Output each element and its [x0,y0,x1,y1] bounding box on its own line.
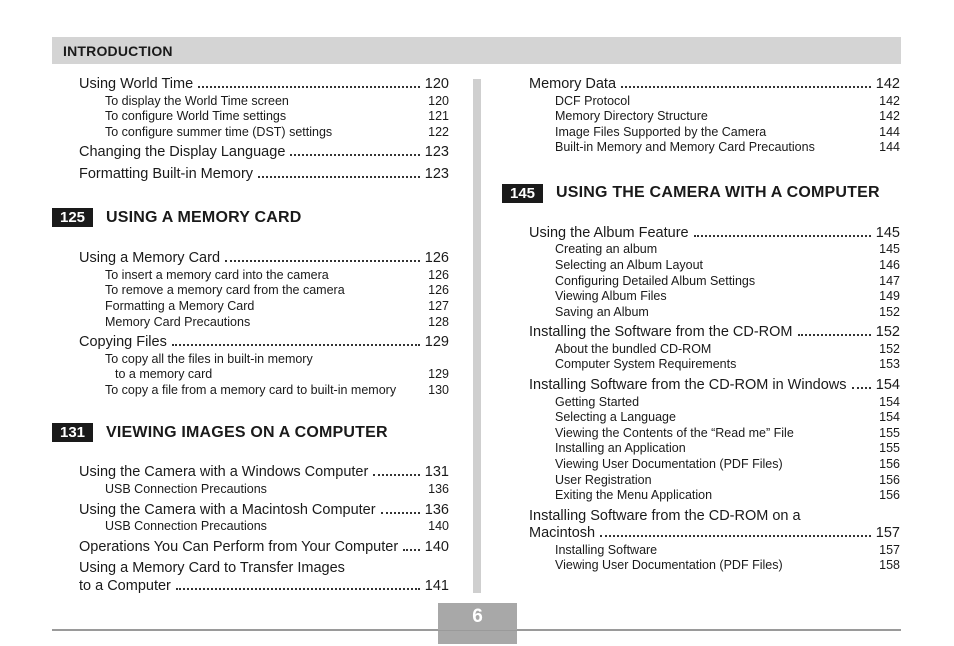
toc-entry-text: Installing Software from the CD-ROM on a [529,507,801,524]
dot-leader [373,474,419,476]
toc-page-number: 130 [428,382,449,397]
page-number-box [438,603,517,630]
dot-leader [403,549,420,551]
toc-entry-text: Changing the Display Language [79,144,286,161]
toc-subentry [529,457,900,473]
dot-leader [798,334,871,336]
toc-entry [529,76,900,94]
toc-entry [529,508,900,526]
toc-entry [79,334,449,352]
toc-group [529,225,900,574]
toc-subentry [79,299,449,315]
dot-leader [290,154,419,156]
dot-leader [198,86,420,88]
toc-entry-text: To remove a memory card from the camera [105,283,345,298]
toc-entry [79,144,449,162]
toc-subentry [529,543,900,559]
toc-page-number: 126 [424,250,449,267]
toc-entry [79,539,449,557]
toc-entry-text: Image Files Supported by the Camera [555,124,767,139]
toc-entry-text: Memory Directory Structure [555,109,708,124]
toc-page-number: 140 [424,538,449,555]
toc-page-number: 128 [428,314,449,329]
toc-entry-text: Viewing User Documentation (PDF Files) [555,456,783,471]
dot-leader [600,535,871,537]
toc-subentry [529,258,900,274]
toc-subentry [529,125,900,141]
toc-subentry [529,274,900,290]
toc-page-number: 144 [879,124,900,139]
toc-page-number: 136 [424,501,449,518]
dot-leader [176,588,420,590]
toc-entry-text: Memory Card Precautions [105,314,251,329]
toc-entry-text: Exiting the Menu Application [555,488,713,503]
toc-subentry [529,473,900,489]
toc-entry-text: Formatting a Memory Card [105,298,255,313]
toc-page-number: 157 [879,542,900,557]
toc-entry-text: Using World Time [79,76,194,92]
toc-subentry [529,410,900,426]
toc-page-number: 131 [424,464,449,481]
toc-subentry [529,305,900,321]
toc-page-number: 136 [428,481,449,496]
page-number: 6 [472,606,483,627]
toc-left-column [59,76,449,595]
toc-entry-text: Copying Files [79,334,167,351]
section-number-badge: 145 [502,184,543,203]
toc-entry-text: to a Computer [79,577,171,594]
toc-entry-text: Macintosh [529,525,596,542]
toc-page-number: 152 [879,304,900,319]
toc-subentry [79,519,449,535]
section-header-title: INTRODUCTION [63,43,173,59]
toc-entry-text: Viewing User Documentation (PDF Files) [555,558,783,573]
toc-entry-text: User Registration [555,472,652,487]
toc-entry-text: USB Connection Precautions [105,481,267,496]
toc-entry-text: Using the Camera with a Windows Computer [79,464,369,481]
toc-page-number: 120 [428,93,449,108]
toc-page-number: 149 [879,289,900,304]
toc-subentry [529,488,900,504]
toc-subentry [529,395,900,411]
dot-leader [852,387,871,389]
section-number-badge: 131 [52,423,93,442]
page-number-box-lower [438,631,517,644]
toc-entry-text: Formatting Built-in Memory [79,165,254,182]
toc-subentry [79,109,449,125]
toc-entry [529,225,900,243]
toc-entry-text: Installing Software from the CD-ROM in Windows [529,377,847,394]
toc-page-number: 155 [879,425,900,440]
toc-subentry [529,342,900,358]
section-title: USING THE CAMERA WITH A COMPUTER [556,184,880,202]
toc-entry [79,560,449,578]
toc-entry-text: To copy a file from a memory card to built-in memory [105,382,397,397]
toc-entry-text: Viewing the Contents of the “Read me” File [555,425,794,440]
toc-entry-text: Using a Memory Card [79,250,221,267]
toc-page-number: 152 [879,341,900,356]
toc-page-number: 126 [428,267,449,282]
section-heading-131 [59,423,449,442]
toc-entry-text: To display the World Time screen [105,93,289,108]
toc-subentry [529,242,900,258]
toc-entry [79,502,449,520]
toc-subentry [79,125,449,141]
toc-entry-text: Saving an Album [555,304,649,319]
toc-page-number: 152 [875,324,900,341]
dot-leader [621,86,871,88]
toc-page-number: 127 [428,298,449,313]
section-heading-125 [59,208,449,227]
toc-page-number: 145 [875,224,900,241]
dot-leader [694,235,871,237]
toc-page-number: 154 [879,410,900,425]
toc-page-number: 142 [875,76,900,92]
toc-entry-text: Selecting a Language [555,410,676,425]
section-number-badge: 125 [52,208,93,227]
toc-entry [79,166,449,184]
section-title: VIEWING IMAGES ON A COMPUTER [106,423,388,441]
toc-subentry [529,558,900,574]
toc-page-number: 145 [879,242,900,257]
toc-subentry [79,94,449,110]
toc-page-number: 157 [875,525,900,542]
toc-entry-text: Computer System Requirements [555,357,737,372]
toc-page-number: 121 [428,109,449,124]
toc-page-number: 129 [428,367,449,382]
toc-page-number: 142 [879,93,900,108]
toc-entry [529,324,900,342]
toc-entry-text: Using the Camera with a Macintosh Computer [79,501,376,518]
toc-entry-text: Using a Memory Card to Transfer Images [79,560,345,577]
toc-subentry [529,289,900,305]
toc-subentry [79,268,449,284]
dot-leader [381,512,420,514]
toc-page-number: 146 [879,257,900,272]
toc-page-number: 158 [879,558,900,573]
toc-entry-text: Selecting an Album Layout [555,257,704,272]
toc-page-number: 155 [879,441,900,456]
toc-subentry [79,383,449,399]
toc-page-number: 123 [424,165,449,182]
toc-subentry [529,441,900,457]
toc-right-column [509,76,900,574]
toc-subentry [529,140,900,156]
toc-entry-text: Viewing Album Files [555,289,667,304]
section-title: USING A MEMORY CARD [106,208,302,226]
toc-page-number: 140 [428,519,449,534]
dot-leader [258,176,420,178]
toc-subentry [79,352,449,368]
toc-page-number: 156 [879,488,900,503]
toc-entry-text: Getting Started [555,394,640,409]
toc-entry-text: About the bundled CD-ROM [555,341,712,356]
toc-page-number: 156 [879,472,900,487]
toc-entry [79,578,449,596]
toc-entry-text: Built-in Memory and Memory Card Precautions [555,140,815,155]
toc-group [79,464,449,595]
header-bar [52,37,901,64]
toc-subentry [79,367,449,383]
toc-page-number: 154 [879,394,900,409]
toc-entry-text: Creating an album [555,242,658,257]
toc-entry-text: USB Connection Precautions [105,519,267,534]
toc-entry [79,76,449,94]
dot-leader [225,260,420,262]
toc-page-number: 120 [424,76,449,92]
toc-entry-text: to a memory card [115,367,213,382]
toc-entry-text: Installing an Application [555,441,686,456]
toc-page-number: 153 [879,357,900,372]
toc-entry [529,377,900,395]
toc-entry [529,525,900,543]
toc-page-number: 142 [879,109,900,124]
toc-subentry [529,426,900,442]
toc-page-number: 141 [424,577,449,594]
toc-page-number: 147 [879,273,900,288]
toc-subentry [529,357,900,373]
toc-entry-text: Installing Software [555,542,658,557]
toc-subentry [79,482,449,498]
toc-page-number: 126 [428,283,449,298]
toc-subentry [529,109,900,125]
toc-entry-text: To insert a memory card into the camera [105,267,329,282]
toc-subentry [79,283,449,299]
toc-group [529,76,900,156]
toc-page-number: 144 [879,140,900,155]
toc-page-number: 154 [875,377,900,394]
toc-entry-text: Operations You Can Perform from Your Computer [79,538,399,555]
toc-entry-text: To configure World Time settings [105,109,287,124]
toc-entry-text: Configuring Detailed Album Settings [555,273,756,288]
toc-subentry [79,315,449,331]
toc-entry-text: To configure summer time (DST) settings [105,124,333,139]
toc-page-number: 156 [879,456,900,471]
toc-page-number: 129 [424,334,449,351]
column-divider [473,79,481,593]
toc-entry-text: Using the Album Feature [529,224,689,241]
dot-leader [172,344,420,346]
toc-entry-text: Memory Data [529,76,617,92]
section-heading-145 [509,184,900,203]
toc-entry [79,250,449,268]
toc-subentry [529,94,900,110]
toc-page-number: 123 [424,144,449,161]
toc-entry-text: Installing the Software from the CD-ROM [529,324,793,341]
toc-group [79,76,449,183]
toc-entry [79,464,449,482]
toc-page-number: 122 [428,124,449,139]
toc-group [79,250,449,398]
toc-entry-text: To copy all the files in built-in memory [105,351,313,366]
toc-entry-text: DCF Protocol [555,93,631,108]
